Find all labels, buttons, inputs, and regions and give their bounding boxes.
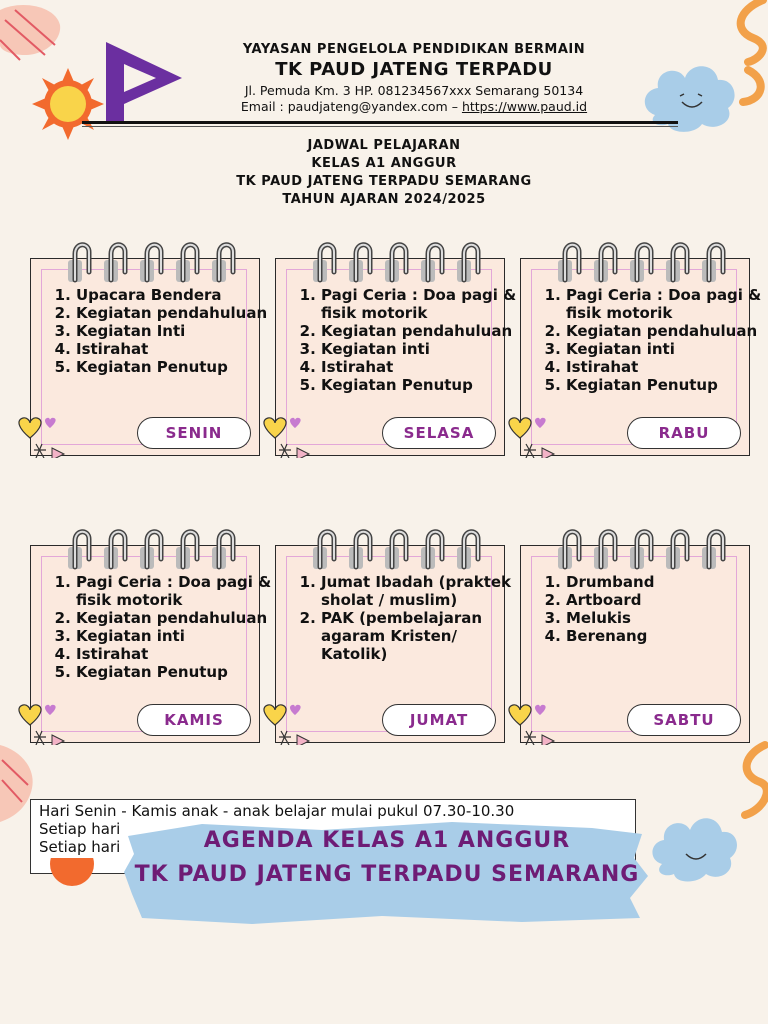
agenda-banner bbox=[122, 818, 652, 926]
activity-item: 3. Kegiatan Inti bbox=[76, 322, 276, 340]
spiral-rings-icon bbox=[60, 240, 240, 284]
activity-item: 1. Drumband bbox=[566, 573, 766, 591]
class-name: KELAS A1 ANGGUR bbox=[311, 156, 457, 171]
activity-item: 3. Kegiatan inti bbox=[76, 627, 276, 645]
spiral-rings-icon bbox=[550, 240, 730, 284]
activity-item: 4. Istirahat bbox=[321, 358, 521, 376]
activity-item: 4. Istirahat bbox=[76, 645, 276, 663]
activity-item: 1. Pagi Ceria : Doa pagi & fisik motorik bbox=[76, 573, 276, 609]
foundation-name: YAYASAN PENGELOLA PENDIDIKAN BERMAIN bbox=[242, 42, 586, 57]
activity-item: 2. Kegiatan pendahuluan bbox=[76, 609, 276, 627]
activity-list bbox=[52, 286, 276, 418]
schedule-card-jumat bbox=[275, 527, 512, 742]
activity-item: 3. Kegiatan inti bbox=[566, 340, 766, 358]
activity-item: 2. Kegiatan pendahuluan bbox=[76, 304, 276, 322]
activity-item: 4. Istirahat bbox=[76, 340, 276, 358]
school-address: Jl. Pemuda Km. 3 HP. 081234567xxx Semarang 50134 bbox=[244, 83, 584, 98]
heart-doodle-icon bbox=[504, 408, 564, 458]
day-label-senin[interactable]: SENIN bbox=[137, 417, 251, 449]
day-label-rabu[interactable]: RABU bbox=[627, 417, 741, 449]
activity-item: 2. Kegiatan pendahuluan bbox=[566, 322, 766, 340]
academic-year: TAHUN AJARAN 2024/2025 bbox=[282, 192, 486, 207]
email-text: Email : paudjateng@yandex.com – bbox=[240, 99, 462, 114]
schedule-card-kamis bbox=[30, 527, 272, 742]
heart-doodle-icon bbox=[14, 695, 74, 745]
school-title: TK PAUD JATENG TERPADU SEMARANG bbox=[236, 174, 532, 189]
activity-item: 2. PAK (pembelajaran agaram Kristen/ Katolik) bbox=[321, 609, 521, 663]
schedule-title: JADWAL PELAJARAN bbox=[307, 138, 461, 153]
day-label-sabtu[interactable]: SABTU bbox=[627, 704, 741, 736]
activity-list bbox=[542, 573, 766, 705]
spiral-rings-icon bbox=[60, 527, 240, 571]
day-label-selasa[interactable]: SELASA bbox=[382, 417, 496, 449]
activity-item: 2. Artboard bbox=[566, 591, 766, 609]
contact-line bbox=[30, 99, 768, 114]
spiral-rings-icon bbox=[550, 527, 730, 571]
header-divider bbox=[82, 121, 678, 124]
activity-item: 4. Berenang bbox=[566, 627, 766, 645]
day-label-jumat[interactable]: JUMAT bbox=[382, 704, 496, 736]
banner-title: AGENDA KELAS A1 ANGGUR bbox=[203, 828, 571, 853]
heart-doodle-icon bbox=[14, 408, 74, 458]
schedule-card-selasa bbox=[275, 240, 517, 455]
activity-item: 1. Jumat Ibadah (praktek sholat / muslim) bbox=[321, 573, 521, 609]
activity-list bbox=[542, 286, 766, 418]
note-line: Setiap hari bbox=[39, 838, 121, 856]
activity-list bbox=[52, 573, 276, 705]
note-line: Hari Senin - Kamis anak - anak belajar mulai pukul 07.30-10.30 bbox=[39, 802, 515, 820]
activity-item: 1. Upacara Bendera bbox=[76, 286, 276, 304]
activity-item: 3. Melukis bbox=[566, 609, 766, 627]
heart-doodle-icon bbox=[259, 408, 319, 458]
school-name: TK PAUD JATENG TERPADU bbox=[275, 59, 553, 80]
activity-item: 4. Istirahat bbox=[566, 358, 766, 376]
spiral-rings-icon bbox=[305, 527, 485, 571]
header-divider-thin bbox=[82, 126, 678, 127]
activity-list bbox=[297, 286, 521, 418]
note-line: Setiap hari bbox=[39, 820, 121, 838]
website-link[interactable]: https://www.paud.id bbox=[461, 99, 588, 114]
schedule-card-sabtu bbox=[520, 527, 750, 742]
activity-item: 5. Kegiatan Penutup bbox=[321, 376, 521, 394]
activity-item: 5. Kegiatan Penutup bbox=[76, 663, 276, 681]
activity-item: 5. Kegiatan Penutup bbox=[566, 376, 766, 394]
heart-doodle-icon bbox=[259, 695, 319, 745]
activity-item: 1. Pagi Ceria : Doa pagi & fisik motorik bbox=[321, 286, 521, 322]
heart-doodle-icon bbox=[504, 695, 564, 745]
schedule-card-rabu bbox=[520, 240, 762, 455]
schedule-card-senin bbox=[30, 240, 268, 455]
activity-item: 2. Kegiatan pendahuluan bbox=[321, 322, 521, 340]
banner-subtitle: TK PAUD JATENG TERPADU SEMARANG bbox=[134, 862, 640, 887]
activity-item: 1. Pagi Ceria : Doa pagi & fisik motorik bbox=[566, 286, 766, 322]
activity-item: 3. Kegiatan inti bbox=[321, 340, 521, 358]
day-label-kamis[interactable]: KAMIS bbox=[137, 704, 251, 736]
spiral-rings-icon bbox=[305, 240, 485, 284]
activity-list bbox=[297, 573, 521, 705]
activity-item: 5. Kegiatan Penutup bbox=[76, 358, 276, 376]
